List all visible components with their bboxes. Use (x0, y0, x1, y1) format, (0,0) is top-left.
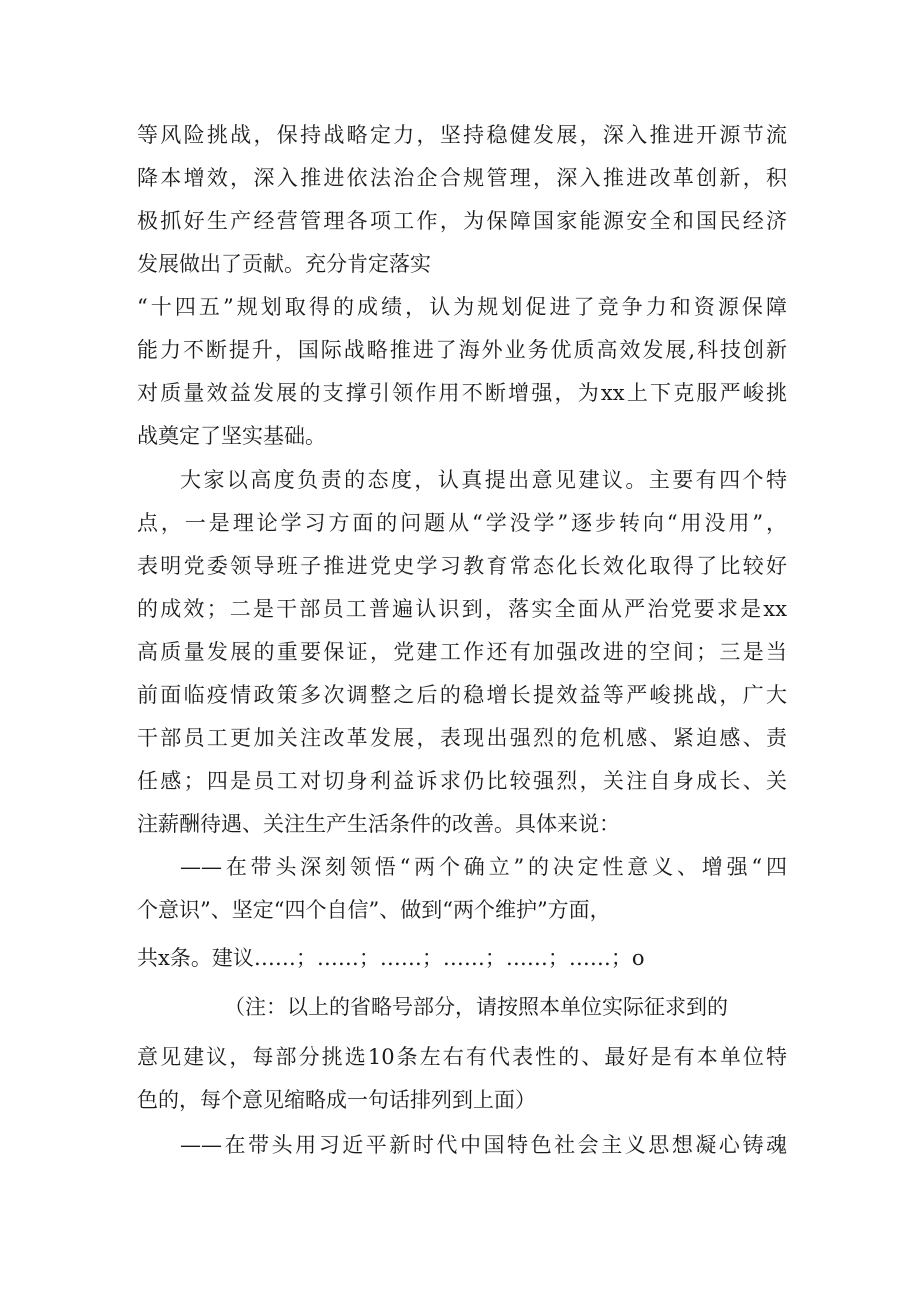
paragraph-line: 干部员工更加关注改革发展，表现出强烈的危机感、紧迫感、责 (137, 726, 787, 750)
paragraph-line: 发展做出了贡献。充分肯定落实 (137, 252, 431, 276)
section-heading-line: ——在带头用习近平新时代中国特色社会主义思想凝心铸魂 (180, 1133, 787, 1157)
paragraph-line: 注薪酬待遇、关注生产生活条件的改善。具体来说： (137, 812, 620, 836)
section-heading-line: ——在带头深刻领悟“两个确立”的决定性意义、增强“四 (180, 855, 787, 879)
paragraph-line: 任感；四是员工对切身利益诉求仍比较强烈，关注自身成长、关 (137, 769, 787, 793)
paragraph-line: 战奠定了坚实基础。 (137, 424, 326, 448)
note-line: 意见建议，每部分挑选10条左右有代表性的、最好是有本单位特 (137, 1045, 787, 1069)
paragraph-line: 极抓好生产经营管理各项工作，为保障国家能源安全和国民经济 (137, 209, 787, 233)
paragraph-line: 降本增效，深入推进依法治企合规管理，深入推进改革创新，积 (137, 166, 787, 190)
paragraph-line: 表明党委领导班子推进党史学习教育常态化长效化取得了比较好 (137, 554, 787, 578)
paragraph-line: 高质量发展的重要保证，党建工作还有加强改进的空间；三是当 (137, 640, 787, 664)
paragraph-line: 能力不断提升，国际战略推进了海外业务优质高效发展,科技创新 (137, 338, 787, 362)
note-line: （注：以上的省略号部分，请按照本单位实际征求到的 (224, 995, 728, 1019)
paragraph-line: “十四五”规划取得的成绩，认为规划促进了竞争力和资源保障 (137, 295, 787, 319)
suggestion-line: 共x条。建议……；……；……；……；……；……；o (137, 946, 645, 970)
section-heading-line: 个意识”、坚定“四个自信”、做到“两个维护”方面， (137, 898, 611, 922)
paragraph-line: 对质量效益发展的支撑引领作用不断增强，为xx上下克服严峻挑 (137, 381, 787, 405)
paragraph-line: 点，一是理论学习方面的问题从“学没学”逐步转向“用没用”， (137, 511, 787, 535)
paragraph-line: 前面临疫情政策多次调整之后的稳增长提效益等严峻挑战，广大 (137, 683, 787, 707)
paragraph-line: 的成效；二是干部员工普遍认识到，落实全面从严治党要求是xx (137, 597, 787, 621)
note-line: 色的，每个意见缩略成一句话排列到上面） (137, 1088, 536, 1112)
paragraph-line: 大家以高度负责的态度，认真提出意见建议。主要有四个特 (180, 468, 787, 492)
paragraph-line: 等风险挑战，保持战略定力，坚持稳健发展，深入推进开源节流 (137, 123, 787, 147)
